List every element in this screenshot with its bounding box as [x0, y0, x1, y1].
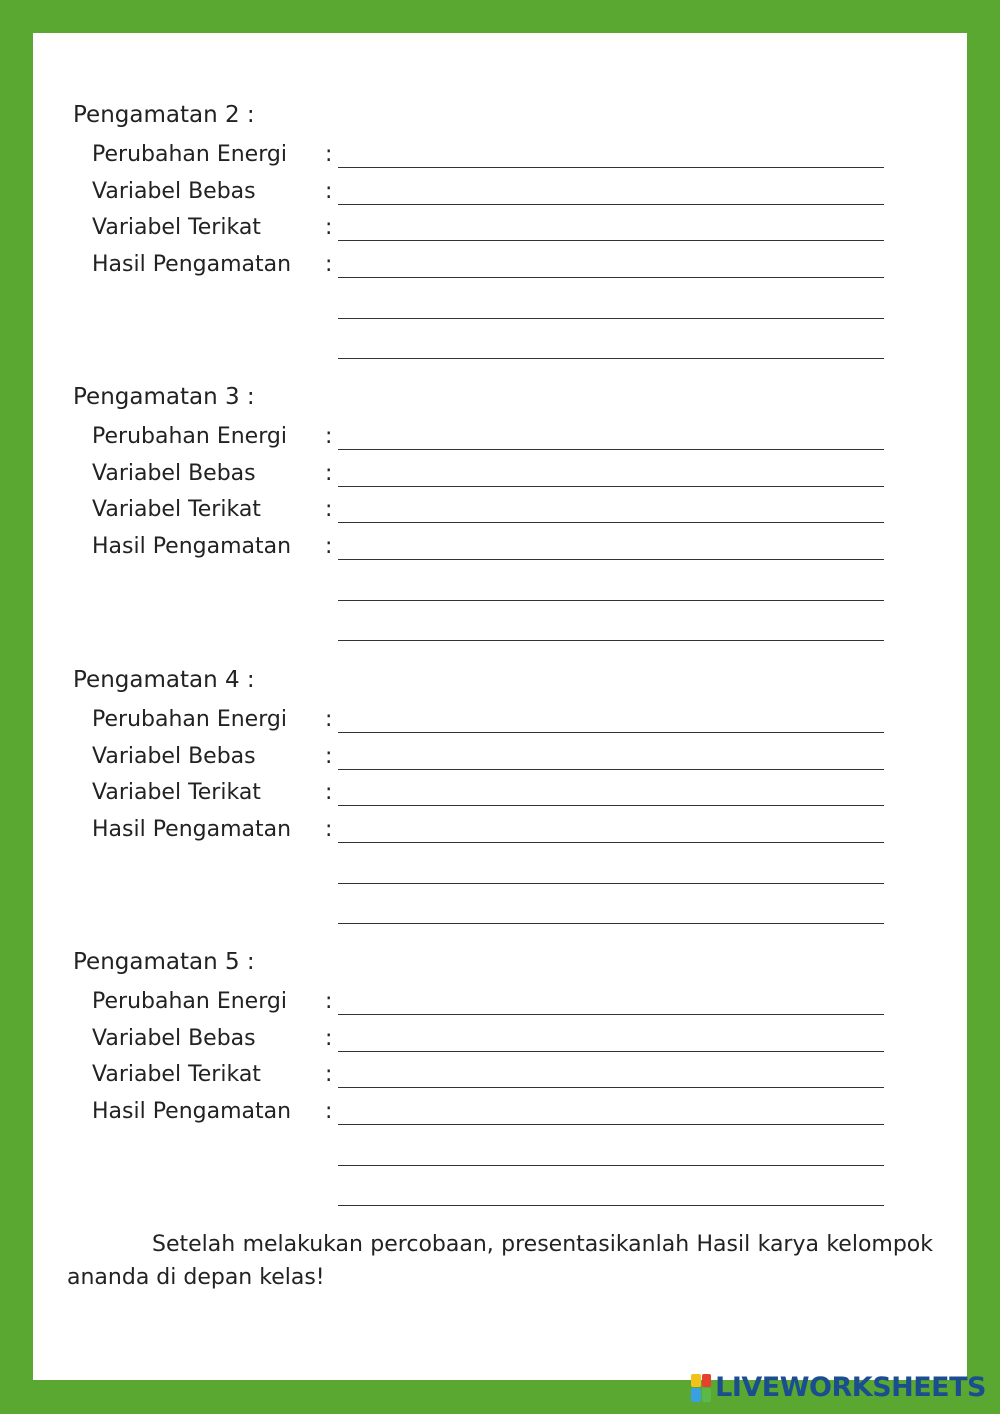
- colon: :: [325, 1062, 333, 1087]
- colon: :: [325, 461, 333, 486]
- closing-instruction: Setelah melakukan percobaan, presentasikanlah Hasil karya kelompok ananda di depan kelas!: [67, 1232, 933, 1290]
- field-label: Variabel Terikat: [92, 1062, 261, 1087]
- field-label: Hasil Pengamatan: [92, 252, 292, 277]
- colon: :: [325, 497, 333, 522]
- answer-blank-extra[interactable]: [338, 923, 884, 924]
- colon: :: [325, 1099, 333, 1124]
- row-variabel-bebas: [33, 743, 967, 773]
- colon: :: [325, 817, 333, 842]
- answer-blank[interactable]: [338, 1124, 884, 1125]
- field-label: Variabel Bebas: [92, 1026, 256, 1051]
- field-label: Hasil Pengamatan: [92, 1099, 292, 1124]
- liveworksheets-logo-icon: [691, 1374, 711, 1402]
- answer-blank-extra[interactable]: [338, 600, 884, 601]
- answer-blank-extra[interactable]: [338, 358, 884, 359]
- field-label: Variabel Terikat: [92, 780, 261, 805]
- colon: :: [325, 252, 333, 277]
- colon: :: [325, 707, 333, 732]
- row-perubahan-energi: [33, 141, 967, 171]
- answer-blank-extra[interactable]: [338, 1205, 884, 1206]
- answer-blank[interactable]: [338, 277, 884, 278]
- colon: :: [325, 989, 333, 1014]
- answer-blank[interactable]: [338, 1087, 884, 1088]
- row-variabel-terikat: [33, 1061, 967, 1091]
- answer-blank[interactable]: [338, 1014, 884, 1015]
- field-label: Variabel Terikat: [92, 497, 261, 522]
- answer-blank[interactable]: [338, 842, 884, 843]
- field-label: Hasil Pengamatan: [92, 817, 292, 842]
- row-hasil-pengamatan: [33, 251, 967, 281]
- field-label: Perubahan Energi: [92, 424, 287, 449]
- answer-blank-extra[interactable]: [338, 640, 884, 641]
- section-title: Pengamatan 2 :: [73, 102, 255, 128]
- colon: :: [325, 744, 333, 769]
- answer-blank[interactable]: [338, 167, 884, 168]
- answer-blank-extra[interactable]: [338, 883, 884, 884]
- answer-blank[interactable]: [338, 204, 884, 205]
- section-title: Pengamatan 3 :: [73, 384, 255, 410]
- field-label: Variabel Terikat: [92, 215, 261, 240]
- row-hasil-pengamatan: [33, 533, 967, 563]
- section-title: Pengamatan 4 :: [73, 667, 255, 693]
- colon: :: [325, 179, 333, 204]
- answer-blank[interactable]: [338, 732, 884, 733]
- field-label: Perubahan Energi: [92, 142, 287, 167]
- field-label: Perubahan Energi: [92, 989, 287, 1014]
- row-perubahan-energi: [33, 423, 967, 453]
- row-variabel-bebas: [33, 178, 967, 208]
- answer-blank-extra[interactable]: [338, 318, 884, 319]
- field-label: Variabel Bebas: [92, 179, 256, 204]
- answer-blank[interactable]: [338, 486, 884, 487]
- brand-name: LIVEWORKSHEETS: [715, 1372, 986, 1403]
- answer-blank[interactable]: [338, 769, 884, 770]
- section-title: Pengamatan 5 :: [73, 949, 255, 975]
- row-variabel-bebas: [33, 1025, 967, 1055]
- answer-blank[interactable]: [338, 1051, 884, 1052]
- answer-blank-extra[interactable]: [338, 1165, 884, 1166]
- brand-watermark: [691, 1372, 986, 1403]
- colon: :: [325, 1026, 333, 1051]
- field-label: Hasil Pengamatan: [92, 534, 292, 559]
- row-hasil-pengamatan: [33, 1098, 967, 1128]
- answer-blank[interactable]: [338, 559, 884, 560]
- colon: :: [325, 780, 333, 805]
- row-hasil-pengamatan: [33, 816, 967, 846]
- colon: :: [325, 424, 333, 449]
- row-perubahan-energi: [33, 988, 967, 1018]
- worksheet-page: [33, 33, 967, 1380]
- row-variabel-bebas: [33, 460, 967, 490]
- field-label: Perubahan Energi: [92, 707, 287, 732]
- answer-blank[interactable]: [338, 449, 884, 450]
- row-variabel-terikat: [33, 779, 967, 809]
- row-variabel-terikat: [33, 496, 967, 526]
- field-label: Variabel Bebas: [92, 744, 256, 769]
- colon: :: [325, 534, 333, 559]
- row-perubahan-energi: [33, 706, 967, 736]
- answer-blank[interactable]: [338, 240, 884, 241]
- row-variabel-terikat: [33, 214, 967, 244]
- field-label: Variabel Bebas: [92, 461, 256, 486]
- answer-blank[interactable]: [338, 805, 884, 806]
- answer-blank[interactable]: [338, 522, 884, 523]
- colon: :: [325, 142, 333, 167]
- colon: :: [325, 215, 333, 240]
